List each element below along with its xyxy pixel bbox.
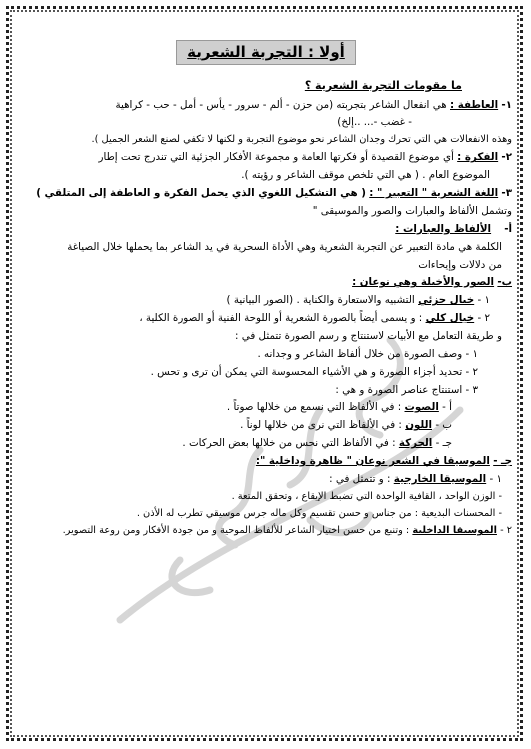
words-text: الكلمة هي مادة التعبير عن التجربة الشعرية وهي الأداة السحرية في يد الشاعر بما يحملها خلال الصياغة bbox=[67, 240, 502, 253]
music-heading bbox=[20, 455, 512, 468]
image-method: و طريقة التعامل مع الأبيات لاستنتاج و رسم الصورة تتمثل في : bbox=[235, 330, 502, 343]
external-music-item-1: - الوزن الواحد ، القافية الواحدة التي تضبط الإيقاع ، وتحقق المتعة . bbox=[231, 490, 502, 502]
partial-image-num: ١ - bbox=[477, 294, 490, 307]
motion-text: : في الألفاظ التي نحس من خلالها بعض الحركات . bbox=[182, 437, 396, 450]
idea-label: الفكرة : bbox=[457, 151, 499, 164]
external-music-label: الموسيقا الخارجية bbox=[393, 472, 487, 485]
external-music-line bbox=[20, 473, 512, 486]
images-heading bbox=[20, 276, 512, 289]
sound-prefix: أ - bbox=[442, 401, 452, 414]
total-image-num: ٢ - bbox=[477, 312, 490, 325]
external-music-num: ١ - bbox=[489, 472, 502, 485]
internal-music-line bbox=[20, 525, 512, 537]
emotion-label: العاطفة : bbox=[450, 98, 499, 111]
partial-image-line bbox=[20, 294, 512, 307]
image-step-2: ٢ - تحديد أجزاء الصورة و هي الأشياء المحسوسة التي يمكن أن ترى و تحس . bbox=[150, 365, 478, 378]
music-label: الموسيقا في الشعر نوعان " ظاهرة وداخلية ": bbox=[255, 455, 490, 468]
motion-element bbox=[20, 437, 512, 450]
words-heading bbox=[20, 223, 512, 236]
images-label: الصور والأخيلة وهي نوعان : bbox=[352, 276, 495, 289]
total-image-line bbox=[20, 312, 512, 325]
image-step-3: ٣ - استنتاج عناصر الصورة و هي : bbox=[335, 383, 478, 396]
emotion-note: وهذه الانفعالات هي التي تحرك وجدان الشاعر نحو موضوع التجربة و لكنها لا تكفي لصنع الشعر الجميل ). bbox=[91, 134, 512, 146]
color-text: : في الألفاظ التي نرى من خلالها لوناً . bbox=[240, 419, 402, 432]
external-music-item-2: - المحسنات البديعية : من جناس و حسن تقسيم وكل ماله جرس موسيقي تطرب له الأذن . bbox=[136, 508, 502, 520]
sound-label: الصوت bbox=[404, 401, 439, 414]
external-music-text: : و تتمثل في : bbox=[329, 472, 391, 485]
emotion-text: هي انفعال الشاعر بتجربته (من حزن - ألم - سرور - يأس - أمل - حب - كراهية bbox=[115, 98, 447, 111]
words-continuation: من دلالات وإيحاءات bbox=[418, 258, 502, 271]
images-num: ب- bbox=[497, 276, 512, 289]
words-num: أ- bbox=[504, 222, 512, 235]
total-image-text: : و يسمى أيضاً بالصورة الشعرية أو اللوحة الفنية أو الصورة الكلية ، bbox=[139, 312, 423, 325]
sound-element bbox=[20, 401, 512, 414]
color-label: اللون bbox=[405, 419, 433, 432]
music-num: جـ - bbox=[493, 455, 512, 468]
sound-text: : في الألفاظ التي نسمع من خلالها صوتاً . bbox=[226, 401, 402, 414]
words-label: الألفاظ والعبارات : bbox=[395, 222, 492, 235]
emotion-line bbox=[20, 99, 512, 112]
motion-label: الحركة bbox=[398, 437, 433, 450]
language-line bbox=[20, 187, 512, 200]
main-question: ما مقومات التجربة الشعرية ؟ bbox=[304, 78, 462, 92]
idea-line bbox=[20, 151, 512, 164]
internal-music-num: ٢ - bbox=[500, 525, 512, 537]
document-body bbox=[20, 40, 512, 730]
language-continuation: وتشمل الألفاظ والعبارات والصور والموسيقى " bbox=[312, 205, 512, 218]
language-text: ( هي التشكيل اللغوي الذي يحمل الفكرة و العاطفة إلى المتلقي ) bbox=[36, 187, 366, 200]
color-element bbox=[20, 419, 512, 432]
total-image-label: خيال كلي bbox=[425, 312, 475, 325]
language-num: ٣- bbox=[501, 187, 512, 200]
color-prefix: ب - bbox=[435, 419, 452, 432]
partial-image-label: خيال جزئي bbox=[418, 294, 475, 307]
partial-image-text: التشبيه والاستعارة والكناية . (الصور البيانية ) bbox=[226, 294, 415, 307]
idea-num: ٢- bbox=[501, 151, 512, 164]
emotion-num: ١- bbox=[501, 98, 512, 111]
language-label: اللغة الشعرية " التعبير " : bbox=[369, 187, 499, 200]
internal-music-label: الموسيقا الداخلية bbox=[412, 525, 497, 537]
internal-music-text: : وتنبع من حسن اختيار الشاعر للألفاظ الموحية و من جودة الأفكار ومن روعة التصوير. bbox=[62, 525, 410, 537]
idea-text: أي موضوع القصيدة أو فكرتها العامة و مجموعة الأفكار الجزئية التي تندرج تحت إطار bbox=[98, 151, 454, 164]
emotion-continuation: - غضب -... ..إلخ) bbox=[337, 116, 412, 129]
motion-prefix: جـ - bbox=[435, 437, 452, 450]
page-title: أولا : التجربة الشعرية bbox=[176, 40, 356, 65]
image-step-1: ١ - وصف الصورة من خلال ألفاظ الشاعر و وجدانه . bbox=[257, 347, 478, 360]
idea-continuation: الموضوع العام . ( هي التي تلخص موقف الشاعر و رؤيته ). bbox=[241, 169, 490, 182]
